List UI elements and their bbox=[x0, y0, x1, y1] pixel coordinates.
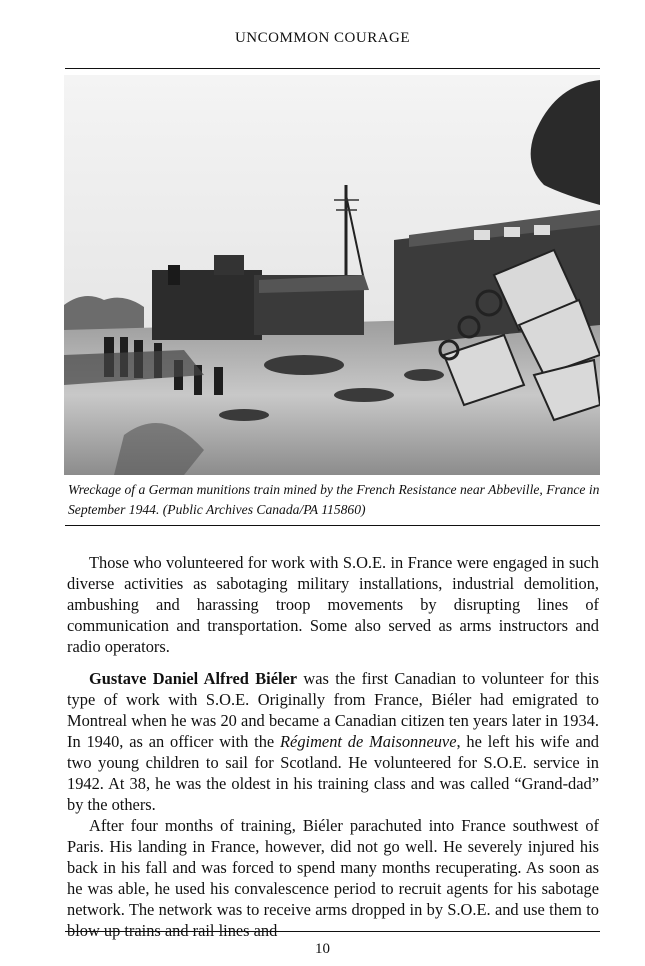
paragraph-2-text-a: was the first Canadian to volunteer for this type of work with S.O.E. Originally from France, Biéler had emigrated to Montreal when he was 20 and became a Canadian citizen ten years later in 1934. In 1940, as an officer with the bbox=[67, 669, 599, 751]
person-name: Gustave Daniel Alfred Biéler bbox=[89, 669, 298, 688]
figure-caption bbox=[68, 480, 603, 520]
caption-credit: (Public Archives Canada/PA 115860) bbox=[162, 502, 366, 517]
running-head: UNCOMMON COURAGE bbox=[234, 30, 411, 46]
regiment-name: Régiment de Maisonneuve bbox=[280, 732, 457, 751]
paragraph-3-text: After four months of training, Biéler parachuted into France southwest of Paris. His landing in France, however, did not go well. He severely injured his back in his fall and was forced to spend many months recuperating. As soon as he was able, he used his convalescence period to recruit agents for his sabotage network. The network was to receive arms dropped in by S.O.E. and use them to blow up trains and rail lines and bbox=[67, 816, 599, 940]
page-number: 10 bbox=[315, 941, 330, 957]
paragraph-2 bbox=[67, 668, 599, 815]
caption-text: Wreckage of a German munitions train mined by the French Resistance near Abbeville, France in September 1944. bbox=[68, 482, 600, 517]
paragraph-1 bbox=[67, 552, 599, 657]
caption-rule bbox=[65, 525, 600, 526]
wreckage-photo bbox=[64, 75, 600, 475]
header-rule bbox=[65, 68, 600, 69]
paragraph-1-text: Those who volunteered for work with S.O.E. in France were engaged in such diverse activities as sabotaging military installations, industrial demolition, ambushing and harassing troop movements by disrupting lines of communication and transportation. Some also served as arms instructors and radio operators. bbox=[67, 553, 599, 656]
paragraph-3 bbox=[67, 815, 599, 941]
footer-rule bbox=[65, 931, 600, 932]
paragraph-2-text-b: , he left his wife and two young children to sail for Scotland. He volunteered for S.O.E. service in 1942. At 38, he was the oldest in his training class and was called “Grand-dad” by the others. bbox=[67, 732, 599, 814]
